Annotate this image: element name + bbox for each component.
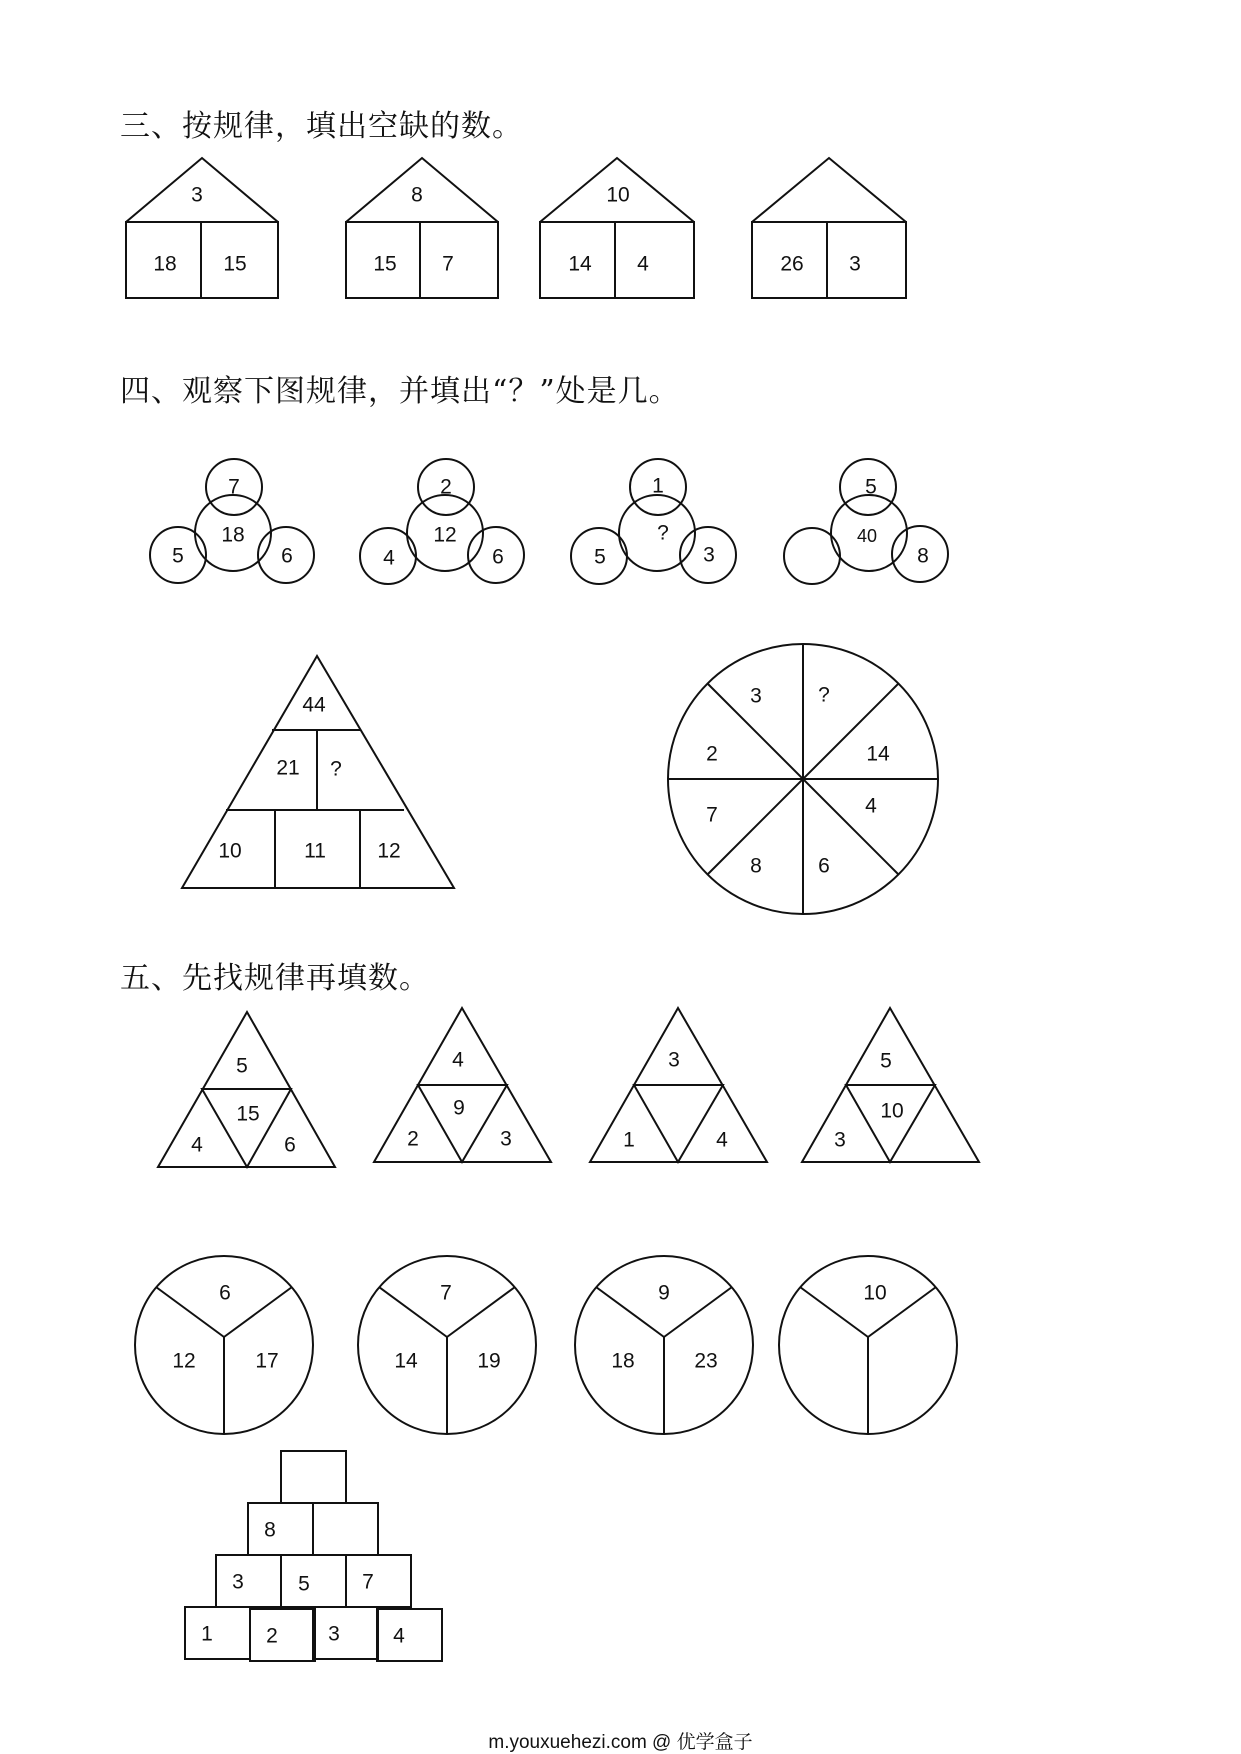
house-4 [752,158,906,298]
split-triangle-3-top: 3 [668,1048,680,1072]
three-part-circle-2-top: 7 [440,1281,452,1305]
split-triangle-4 [802,1008,979,1162]
cluster-3-center: ? [657,521,669,545]
cluster-1-left: 5 [172,544,184,568]
pyramid-row4-brick-4: 4 [393,1624,405,1648]
split-triangle-3-left: 1 [623,1128,635,1152]
split-triangle-1-top: 5 [236,1054,248,1078]
house-1-left: 18 [153,252,177,276]
cluster-4-top: 5 [865,475,877,499]
three-part-circle-1-top: 6 [219,1281,231,1305]
house-1-right: 15 [223,252,247,276]
split-triangle-3 [590,1008,767,1162]
split-triangle-1-left: 4 [191,1133,203,1157]
cluster-3-left: 5 [594,545,606,569]
house-3 [540,158,694,298]
house-4-left: 26 [780,252,804,276]
cluster-3-right: 3 [703,543,715,567]
house-1 [126,158,278,298]
house-2-right: 7 [442,252,454,276]
split-triangle-1 [158,1012,335,1167]
triangle-middle-right: ? [330,757,342,781]
section5-heading: 五、先找规律再填数。 [120,961,430,996]
split-triangle-3-right: 4 [716,1128,728,1152]
split-triangle-2 [374,1008,551,1162]
triangle-bottom-1: 10 [218,839,242,863]
triangle-middle-left: 21 [276,756,300,780]
cluster-4-center: 40 [856,526,878,546]
pyramid-row4-brick-3: 3 [328,1622,340,1646]
cluster-2-center: 12 [433,523,457,547]
three-part-circle-3-left: 18 [611,1349,635,1373]
pyramid-row4-brick-1: 1 [201,1622,213,1646]
split-triangle-1-center: 15 [236,1102,260,1126]
wheel-segment-8: 2 [706,742,718,766]
wheel-segment-7: 7 [706,803,718,827]
pyramid-row3-brick-1: 3 [232,1570,244,1594]
wheel-segment-5: 6 [818,854,830,878]
wheel-segment-6: 8 [750,854,762,878]
number-wheel [668,644,938,914]
cluster-3-top: 1 [652,474,664,498]
split-triangle-4-top: 5 [880,1049,892,1073]
pyramid-row3-brick-2: 5 [298,1572,310,1596]
section3-heading: 三、按规律，填出空缺的数。 [120,109,523,144]
split-triangle-2-top: 4 [452,1048,464,1072]
house-1-roof: 3 [191,183,203,207]
split-triangle-4-left: 3 [834,1128,846,1152]
house-2-roof: 8 [411,183,423,207]
wheel-segment-1: 3 [750,684,762,708]
house-3-left: 14 [568,252,592,276]
split-triangle-2-center: 9 [453,1096,465,1120]
triangle-top-number: 44 [302,693,326,717]
three-part-circle-3-right: 23 [694,1349,718,1373]
three-part-circle-1-left: 12 [172,1349,196,1373]
house-3-roof: 10 [606,183,630,207]
split-triangle-2-left: 2 [407,1127,419,1151]
cluster-1-center: 18 [221,523,245,547]
triangle-bottom-2: 11 [304,839,326,863]
section4-heading: 四、观察下图规律，并填出“？”处是几。 [120,374,680,409]
pyramid-row4-brick-2: 2 [266,1624,278,1648]
cluster-2-left: 4 [383,546,395,570]
split-triangle-4-center: 10 [880,1099,904,1123]
triangle-bottom-3: 12 [377,839,401,863]
wheel-segment-3: 14 [866,742,890,766]
cluster-2-top: 2 [440,475,452,499]
three-part-circle-2-right: 19 [477,1349,501,1373]
cluster-2-right: 6 [492,545,504,569]
split-triangle-1-right: 6 [284,1133,296,1157]
house-3-right: 4 [637,252,649,276]
three-part-circle-3-top: 9 [658,1281,670,1305]
footer-source: m.youxuehezi.com @ 优学盒子 [488,1732,753,1753]
house-4-right: 3 [849,252,861,276]
cluster-1-right: 6 [281,544,293,568]
cluster-1-top: 7 [228,475,240,499]
wheel-segment-4: 4 [865,794,877,818]
pyramid-row3-brick-3: 7 [362,1570,374,1594]
split-triangle-2-right: 3 [500,1127,512,1151]
wheel-segment-2: ? [818,683,830,707]
cluster-4-right: 8 [917,544,929,568]
house-2-left: 15 [373,252,397,276]
three-part-circle-4-top: 10 [863,1281,887,1305]
three-part-circle-2-left: 14 [394,1349,418,1373]
house-2 [346,158,498,298]
pyramid-row2-brick-1: 8 [264,1518,276,1542]
three-part-circle-1-right: 17 [255,1349,279,1373]
